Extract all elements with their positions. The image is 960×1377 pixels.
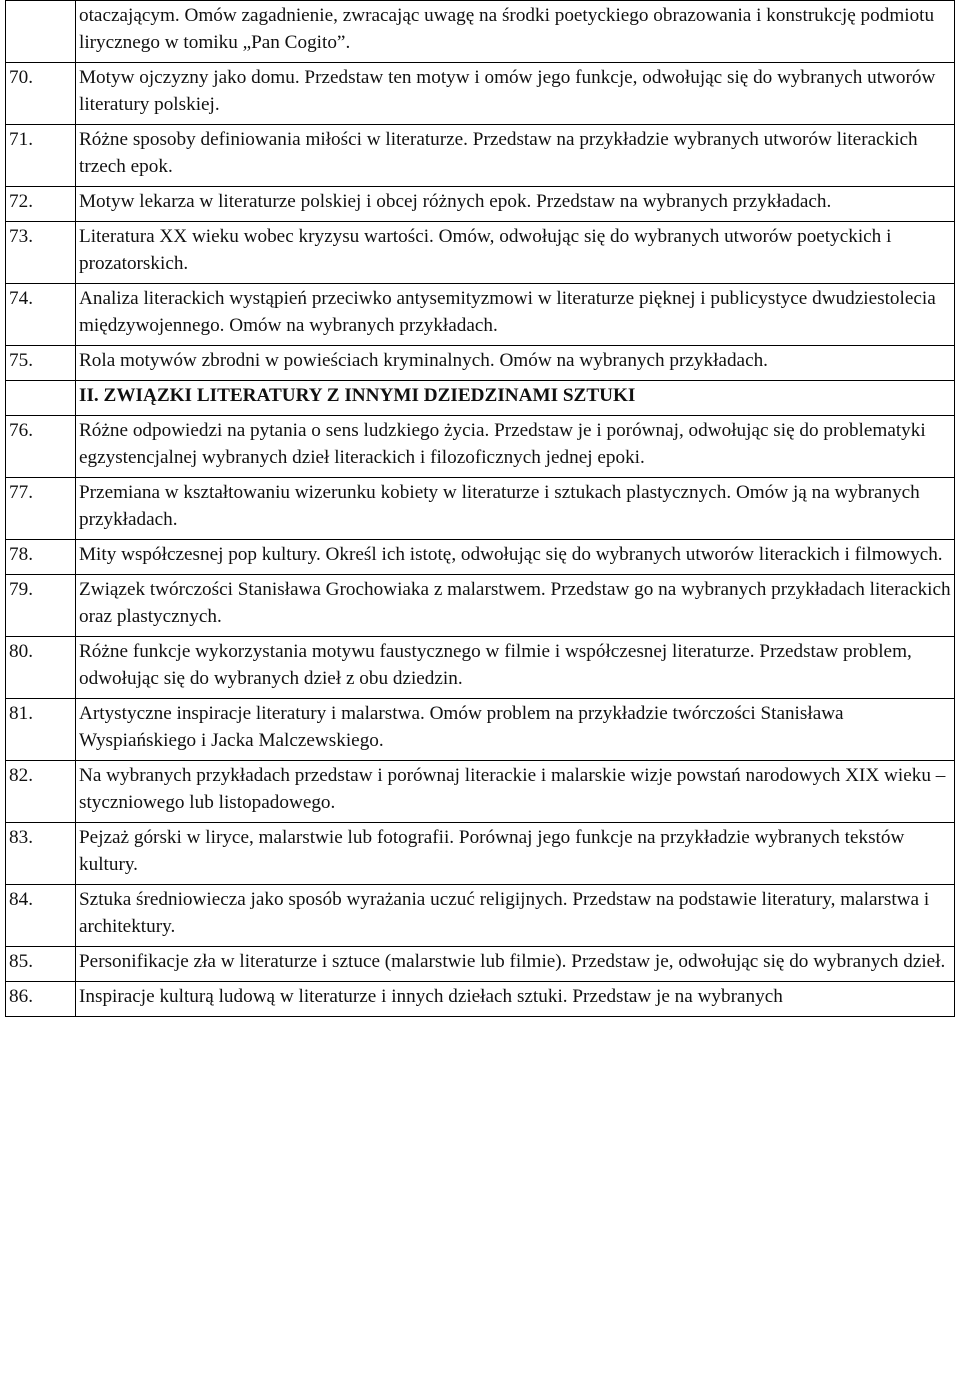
topic-text: Pejzaż górski w liryce, malarstwie lub fotografii. Porównaj jego funkcje na przykładzie wybranych tekstów kultury. xyxy=(76,823,955,885)
topic-number: 78. xyxy=(6,540,76,575)
topic-text: Przemiana w kształtowaniu wizerunku kobiety w literaturze i sztukach plastycznych. Omów ją na wybranych przykładach. xyxy=(76,478,955,540)
topic-text: Związek twórczości Stanisława Grochowiaka z malarstwem. Przedstaw go na wybranych przykładach literackich oraz plastycznych. xyxy=(76,575,955,637)
table-row xyxy=(6,284,955,346)
topic-number xyxy=(6,1,76,63)
topic-number: 70. xyxy=(6,63,76,125)
table-row xyxy=(6,222,955,284)
topics-table xyxy=(5,0,955,1017)
topic-text: Rola motywów zbrodni w powieściach kryminalnych. Omów na wybranych przykładach. xyxy=(76,346,955,381)
topic-number: 75. xyxy=(6,346,76,381)
table-row xyxy=(6,982,955,1017)
table-row xyxy=(6,761,955,823)
topic-number: 72. xyxy=(6,187,76,222)
topic-number: 76. xyxy=(6,416,76,478)
table-row xyxy=(6,416,955,478)
topic-number: 82. xyxy=(6,761,76,823)
topic-number: 77. xyxy=(6,478,76,540)
topic-number: 85. xyxy=(6,947,76,982)
topic-number: 79. xyxy=(6,575,76,637)
topic-text: Motyw ojczyzny jako domu. Przedstaw ten motyw i omów jego funkcje, odwołując się do wybranych utworów literatury polskiej. xyxy=(76,63,955,125)
section-heading-row xyxy=(6,381,955,416)
topic-number: 74. xyxy=(6,284,76,346)
topic-text: otaczającym. Omów zagadnienie, zwracając uwagę na środki poetyckiego obrazowania i konstrukcję podmiotu lirycznego w tomiku „Pan Cogito”. xyxy=(76,1,955,63)
table-row xyxy=(6,478,955,540)
topic-number: 71. xyxy=(6,125,76,187)
topic-number: 83. xyxy=(6,823,76,885)
topic-text: Analiza literackich wystąpień przeciwko antysemityzmowi w literaturze pięknej i publicystyce dwudziestolecia międzywojennego. Omów na wybranych przykładach. xyxy=(76,284,955,346)
table-row xyxy=(6,63,955,125)
topics-table-body xyxy=(6,1,955,1017)
topic-text: Na wybranych przykładach przedstaw i porównaj literackie i malarskie wizje powstań narodowych XIX wieku – styczniowego lub listopadowego. xyxy=(76,761,955,823)
topic-text: Mity współczesnej pop kultury. Określ ich istotę, odwołując się do wybranych utworów literackich i filmowych. xyxy=(76,540,955,575)
topic-text: Inspiracje kulturą ludową w literaturze i innych dziełach sztuki. Przedstaw je na wybranych xyxy=(76,982,955,1017)
topic-text: Artystyczne inspiracje literatury i malarstwa. Omów problem na przykładzie twórczości Stanisława Wyspiańskiego i Jacka Malczewskiego. xyxy=(76,699,955,761)
topic-number: 73. xyxy=(6,222,76,284)
section-heading: II. ZWIĄZKI LITERATURY Z INNYMI DZIEDZINAMI SZTUKI xyxy=(76,381,955,416)
topic-number: 86. xyxy=(6,982,76,1017)
topic-text: Motyw lekarza w literaturze polskiej i obcej różnych epok. Przedstaw na wybranych przykładach. xyxy=(76,187,955,222)
topic-text: Różne funkcje wykorzystania motywu faustycznego w filmie i współczesnej literaturze. Przedstaw problem, odwołując się do wybranych dzieł z obu dziedzin. xyxy=(76,637,955,699)
table-row xyxy=(6,125,955,187)
topic-text: Różne sposoby definiowania miłości w literaturze. Przedstaw na przykładzie wybranych utworów literackich trzech epok. xyxy=(76,125,955,187)
table-row xyxy=(6,823,955,885)
table-row xyxy=(6,1,955,63)
table-row xyxy=(6,699,955,761)
topic-number: 81. xyxy=(6,699,76,761)
table-row xyxy=(6,947,955,982)
topic-number: 84. xyxy=(6,885,76,947)
table-row xyxy=(6,885,955,947)
table-row xyxy=(6,637,955,699)
topic-number: 80. xyxy=(6,637,76,699)
topic-text: Różne odpowiedzi na pytania o sens ludzkiego życia. Przedstaw je i porównaj, odwołując się do problematyki egzystencjalnej wybranych dzieł literackich i filozoficznych jednej epoki. xyxy=(76,416,955,478)
table-row xyxy=(6,575,955,637)
table-row xyxy=(6,187,955,222)
table-row xyxy=(6,346,955,381)
table-row xyxy=(6,540,955,575)
topic-number xyxy=(6,381,76,416)
topic-text: Personifikacje zła w literaturze i sztuce (malarstwie lub filmie). Przedstaw je, odwołując się do wybranych dzieł. xyxy=(76,947,955,982)
topic-text: Literatura XX wieku wobec kryzysu wartości. Omów, odwołując się do wybranych utworów poetyckich i prozatorskich. xyxy=(76,222,955,284)
topic-text: Sztuka średniowiecza jako sposób wyrażania uczuć religijnych. Przedstaw na podstawie literatury, malarstwa i architektury. xyxy=(76,885,955,947)
